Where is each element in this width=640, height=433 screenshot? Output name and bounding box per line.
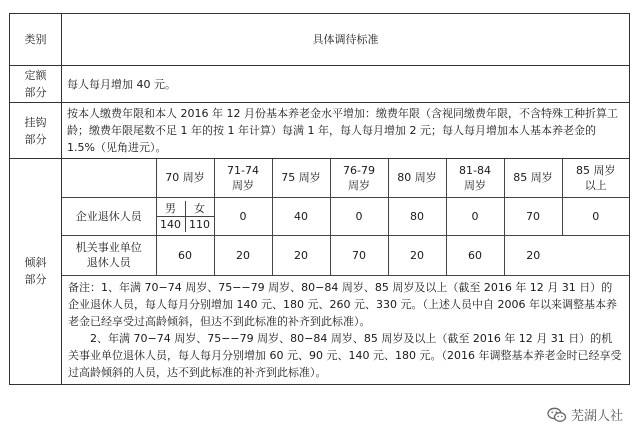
note-1: 备注：1、年满 70−74 周岁、75−−79 周岁、80−84 周岁、85 周岁及以上（截至 2016 年 12 月 31 日）的企业退休人员，每人每月分别增加 140 元、180 元、260 元、330 元。（上述人员中自 2006 年以来调整基本养老金已经享受过高龄倾斜，但达不到此标准的补齐到此标准）。 <box>68 280 617 328</box>
notes-row <box>62 275 629 384</box>
age-col: 80 周岁 <box>388 159 446 197</box>
institution-value: 60 <box>446 235 504 275</box>
enterprise-label: 企业退休人员 <box>62 197 156 235</box>
female-value: 110 <box>185 216 214 232</box>
institution-value: 20 <box>504 235 562 275</box>
enterprise-value: 0 <box>446 197 504 235</box>
linked-category: 挂钩 部分 <box>10 103 62 159</box>
institution-value: 20 <box>214 235 272 275</box>
tilt-table <box>62 159 629 384</box>
institution-label: 机关事业单位 退休人员 <box>62 235 156 275</box>
female-label: 女 <box>185 201 214 217</box>
age-col: 81-84 周岁 <box>446 159 504 197</box>
enterprise-value: 0 <box>562 197 629 235</box>
enterprise-value: 40 <box>272 197 330 235</box>
age-col: 85 周岁 <box>504 159 562 197</box>
note-2: 2、年满 70−74 周岁、75−−79 周岁、80−84 周岁、85 周岁及以上（截至 2016 年 12 月 31 日）的机关事业单位退休人员，每人每月分别增加 60 元、90 元、140 元、180 元。（2016 年调整基本养老金时已经享受过高龄倾斜的人员，达不到此标准的补齐到此标准）。 <box>68 331 622 379</box>
age-header-blank <box>62 159 156 197</box>
age-header-row <box>62 159 629 197</box>
institution-value: 60 <box>156 235 214 275</box>
institution-value: 20 <box>272 235 330 275</box>
male-label: 男 <box>157 201 186 217</box>
notes <box>62 275 629 384</box>
age-col: 85 周岁 以上 <box>562 159 629 197</box>
wechat-icon <box>547 407 567 423</box>
fixed-text: 每人每月增加 40 元。 <box>62 66 630 103</box>
gender-split <box>157 201 214 232</box>
institution-value: 20 <box>388 235 446 275</box>
institution-value: 70 <box>330 235 388 275</box>
enterprise-value: 80 <box>388 197 446 235</box>
enterprise-value: 70 <box>504 197 562 235</box>
watermark <box>544 404 626 425</box>
tilt-category: 倾斜 部分 <box>10 159 62 385</box>
age-col: 70 周岁 <box>156 159 214 197</box>
enterprise-value: 0 <box>330 197 388 235</box>
linked-text: 按本人缴费年限和本人 2016 年 12 月份基本养老金水平增加：缴费年限（含视同缴费年限，不含特殊工种折算工龄；缴费年限尾数不足 1 年的按 1 年计算）每满 1 年，每人每月增加 2 元；每人每月增加本人基本养老金的 1.5%（见角进元）。 <box>62 103 630 159</box>
watermark-text: 芜湖人社 <box>570 409 623 424</box>
header-category: 类别 <box>10 14 62 66</box>
institution-row <box>62 235 629 275</box>
header-standard: 具体调待标准 <box>62 14 630 66</box>
enterprise-value: 0 <box>214 197 272 235</box>
age-col: 71-74 周岁 <box>214 159 272 197</box>
male-value: 140 <box>157 216 186 232</box>
age-col: 75 周岁 <box>272 159 330 197</box>
enterprise-row <box>62 197 629 235</box>
age-col: 76-79 周岁 <box>330 159 388 197</box>
adjustment-table <box>9 13 630 385</box>
fixed-category: 定额 部分 <box>10 66 62 103</box>
